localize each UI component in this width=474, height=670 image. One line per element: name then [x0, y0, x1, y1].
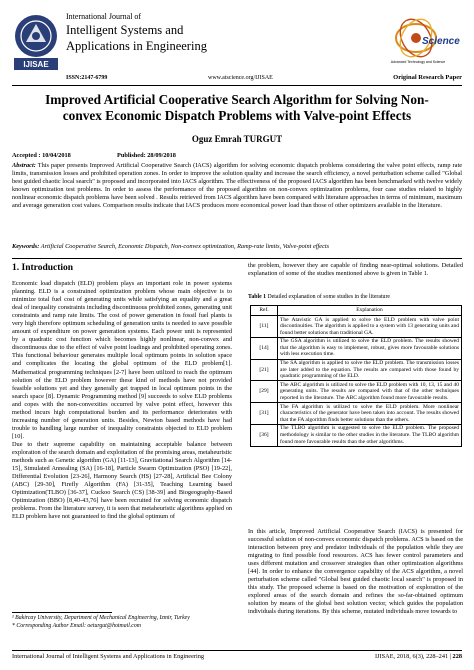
- table-row: [251, 403, 462, 425]
- author-name: Oguz Emrah TURGUT: [191, 134, 283, 144]
- table-row: [251, 337, 462, 359]
- table-cell-explanation: The TLBO algorithm is suggested to solve the ELD problem. The proposed methodology is similar to the other studies in the literature. The TLBO algorithm found more favourable results than the other algorithms.: [278, 424, 462, 446]
- footer-citation-text: IJISAE, 2018, 6(3), 228–241 |: [375, 653, 453, 660]
- table-cell-ref: [21]: [251, 359, 278, 381]
- table-cell-explanation: The FA algorithm is utilized to solve the ELD problem. More nonlinear characteristics of the generator have been taken into account. The results showed that the FA algorithm finds better solutions than the others.: [278, 403, 462, 425]
- footnotes: [12, 615, 232, 630]
- science-logo-caption: Advanced Technology and Science: [390, 60, 446, 64]
- table-cell-explanation: The Atavistic GA is applied to solve the ELD problem with valve point discontinuities. The algorithm is applied to a system with 13 generating units and found better solutions than traditional GA.: [278, 316, 462, 338]
- table-header-row: [251, 306, 462, 316]
- issn-row: [66, 72, 462, 84]
- table-row: [251, 316, 462, 338]
- paper-title: Improved Artificial Cooperative Search Algorithm for Solving Non-convex Economic Dispatch Problems with Valve-point Effects: [45, 92, 429, 123]
- intro-paragraph-1: Economic load dispatch (ELD) problem plays an important role in power systems planning. ELD is a constrained optimization problem whose main objective is to minimize total fuel cost of generating units while satisfying an equality and a great deal of inequality constraints including discontinuous prohibited zones, generating unit constraints and ramp rate limits. The cost of power generation in fossil fuel plants is very high therefore optimum scheduling of generation units is needed to save possible amount of expenditure on power generation systems. Each power unit is represented by a quadratic cost function which becomes highly nonlinear, non-convex and discontinuous due to the effect of valve point loadings and prohibited operating zones. This functional behaviour generates multiple local optimum points in solution space and complicates the locating the global optimum of the ELD problem[1]. Mathematical programming techniques [2-7] have been utilized to reach the optimum solution of the ELD problem however these kind of methods have not provided feasible solutions yet and they generally get trapped in local optimum points in the search space [8]. Dynamic Programming method [9] succeeds to solve ELD problems and copes with the non-convexities occurred by valve point effect, however this method incurs high computational burden and its performance deteriorates with increasing number of generation units. Besides, Newton based methods have had trouble to handling large number of inequality constraints objected to ELD problem [10].: [12, 280, 232, 440]
- table-cell-ref: [31]: [251, 403, 278, 425]
- table-caption-text: Detailed explanation of some studies in the literature: [266, 294, 390, 300]
- abstract-text: This paper presents Improved Artificial Cooperative Search (IACS) algorithm for solving economic dispatch problems considering the valve point effects, ramp rate limits, transmission losses and prohibited operation zones. In order to improve the solution quality and increase the search efficiency, a novel perturbation scheme called "Global best guided chaotic local search" is proposed and incorporated into IACS algorithm. The effectiveness of the proposed IACS algorithm has been benchmarked with twelve widely known optimization test problems. In order to assess the performance of the proposed algorithm on non-convex optimization problems, four case studies related to highly nonlinear economic dispatch problems have been solved . Results retrieved from IACS algorithm have been compared with literature approaches in terms of minimum, maximum and average generation cost values. Comparison results indicate that IACS produces more economical power load than those of other optimizers available in the literature.: [12, 162, 462, 210]
- footnote-rule: [12, 612, 112, 613]
- table-header-ref: Ref.: [251, 306, 278, 316]
- table-cell-explanation: The SA algorithm is applied to solve the ELD problem. The transmission losses are later added to the equation. The results are compared with those found by quadratic programming of the ELD.: [278, 359, 462, 381]
- literature-table: [250, 305, 462, 447]
- right-column-top-text: the problem, however they are capable of finding near-optimal solutions. Detailed explanation of some of the studies mentioned above is given in Table 1.: [248, 262, 463, 278]
- table-cell-ref: [11]: [251, 316, 278, 338]
- journal-name-line2: Applications in Engineering: [66, 39, 207, 53]
- affiliation-footnote: ¹ Bakircay University, Department of Mechanical Engineering, Izmir, Turkey: [12, 615, 190, 621]
- journal-prefix: International Journal of: [66, 12, 142, 21]
- issn: ISSN:2147-6799: [66, 75, 108, 81]
- page-number: 228: [452, 653, 462, 660]
- table-row: [251, 381, 462, 403]
- corresponding-author-footnote: * Corresponding Author Email: oeturgut@hotmail.com: [12, 622, 141, 629]
- table-cell-ref: [29]: [251, 381, 278, 403]
- table-cell-explanation: The ABC algorithm is utilized to solve the ELD problem with 10, 13, 15 and 40 generating units. The results are compared with that of the other techniques reported in the literature. The ABC algorithm found more favourable results.: [278, 381, 462, 403]
- keywords-label: Keywords:: [12, 243, 40, 250]
- footer-journal: International Journal of Intelligent Systems and Applications in Engineering: [12, 653, 205, 660]
- logo-text: IJISAE: [23, 60, 49, 69]
- ijisae-logo: [12, 12, 60, 72]
- header-rule: [12, 85, 462, 86]
- published-date: Published: 28/09/2018: [117, 152, 176, 159]
- table-cell-ref: [14]: [251, 337, 278, 359]
- footer-citation: [375, 653, 462, 660]
- journal-masthead: [66, 11, 366, 54]
- footer-rule: [12, 650, 462, 651]
- right-column-bottom-text: In this article, Improved Artificial Cooperative Search (IACS) is presented for successful solution of non-convex economic dispatch problems. ACS is based on the interaction between prey and predator individuals of the population while they are migrating to find possible food resources. ACS has fewer control parameters and uses different mutation and crossover strategies than other optimization algorithms [44]. In order to enhance the convergence capability of the ACS algorithm, a novel perturbation scheme called "Global best guided chaotic local search" is proposed in this study. The proposed scheme is based on the motivation of exploration of the explored areas of the search domain and refines the so-far-obtained optimum solution by means of the global best solution vector, which guides the population individuals during iterations. By this scheme, mutated individuals move towards to: [248, 528, 463, 616]
- intro-paragraph-2: Due to their supreme capability on maintaining acceptable balance between exploration of the search domain and exploitation of the promising areas, metaheuristic methods such as Genetic algorithm (GA) [11-13], Gravitational Search Algorithm [14-15], Simulated Annealing (SA) [16-18], Particle Swarm Optimization (PSO) [19-22], Differential Evolution [23-26], Harmony Search (HS) [27-28], Artificial Bee Colony (ABC) [29-30], Firefly Algorithm (FA) [31-35], Teaching Learning based Optimization(TLBO) [36-37], Cuckoo Search (CS) [38-39] and Biogeography-Based Optimization (BBO) [8,40-43,76] have been recruited for solving economic dispatch problems. From the literature survey, it is seen that metaheuristic algorithms applied on ELD problem have not guaranteed to find the global optimum of: [12, 440, 232, 521]
- article-type: Original Research Paper: [393, 74, 462, 81]
- journal-url[interactable]: www.atscience.org/IJISAE: [208, 75, 273, 81]
- table-cell-explanation: The GSA algorithm is utilized to solve the ELD problem. The results showed that the algorithm is easy to implement, robust, gives more favourable solutions with less execution time.: [278, 337, 462, 359]
- journal-name-line1: Intelligent Systems and: [66, 23, 184, 37]
- table-header-explanation: Explanation: [278, 306, 462, 316]
- accepted-date: Accepted : 10/04/2018: [12, 152, 71, 159]
- left-column: [12, 280, 232, 521]
- table-caption-label: Table 1: [248, 294, 266, 300]
- table-cell-ref: [36]: [251, 424, 278, 446]
- keywords: [12, 243, 462, 251]
- keywords-text: Artificial Cooperative Search, Economic Dispatch, Non-convex optimization, Ramp-rate limits, Valve-point effects: [39, 243, 330, 250]
- dates-row: [12, 152, 176, 159]
- abstract-label: Abstract:: [12, 162, 36, 169]
- abstract: [12, 162, 462, 211]
- table-caption: [248, 294, 463, 300]
- table-row: [251, 359, 462, 381]
- science-logo: [384, 14, 460, 64]
- section-heading-introduction: 1. Introduction: [12, 263, 74, 273]
- science-logo-text: Science: [422, 36, 460, 47]
- table-row: [251, 424, 462, 446]
- abstract-rule: [12, 258, 462, 259]
